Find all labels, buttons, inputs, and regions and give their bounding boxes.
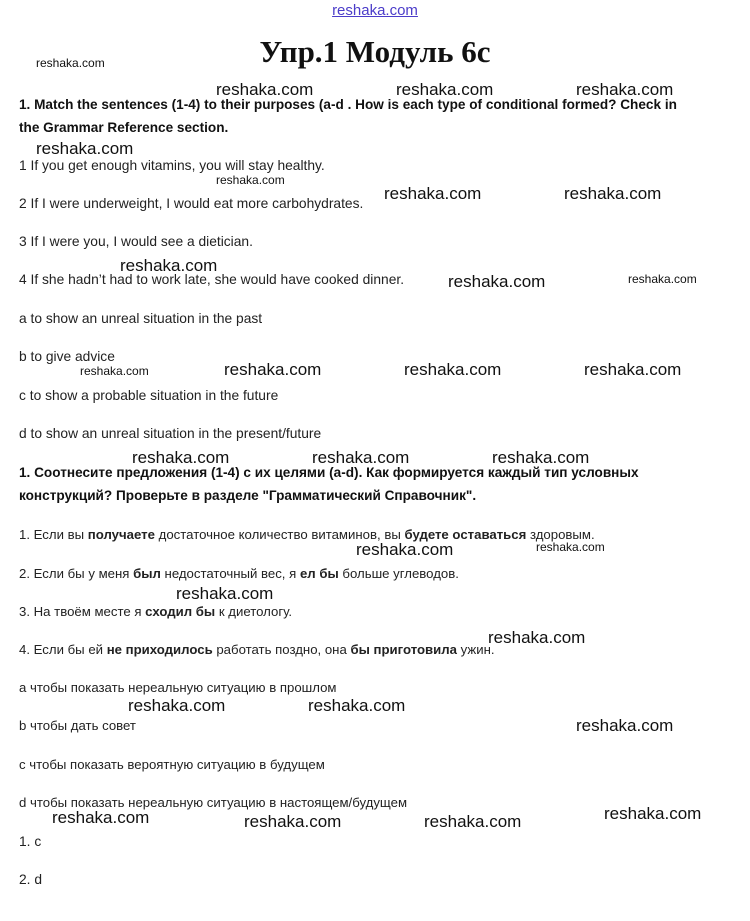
watermark: reshaka.com [216, 80, 314, 99]
watermark: reshaka.com [564, 184, 662, 203]
watermark: reshaka.com [576, 716, 674, 735]
english-purpose-c: c to show a probable situation in the future [19, 388, 279, 403]
watermark: reshaka.com [244, 812, 342, 831]
watermark: reshaka.com [52, 808, 150, 827]
russian-sentence-4: 4. Если бы ей не приходилось работать поздно, она бы приготовила ужин. [19, 642, 495, 657]
answer-1: 1. с [19, 834, 42, 849]
english-task-heading: 1. Match the sentences (1-4) to their purposes (a-d . How is each type of conditional formed? Check in [19, 97, 677, 112]
watermark: reshaka.com [128, 696, 226, 715]
russian-purpose-c: c чтобы показать вероятную ситуацию в будущем [19, 757, 325, 772]
watermark: reshaka.com [216, 173, 285, 187]
answer-2: 2. d [19, 872, 43, 887]
russian-purpose-a: a чтобы показать нереальную ситуацию в прошлом [19, 680, 337, 695]
watermark: reshaka.com [404, 360, 502, 379]
russian-sentence-3: 3. На твоём месте я сходил бы к диетологу. [19, 604, 293, 619]
english-sentence-2: 2 If I were underweight, I would eat more carbohydrates. [19, 196, 364, 211]
watermark: reshaka.com [628, 272, 697, 286]
watermark: reshaka.com [492, 448, 590, 467]
watermark: reshaka.com [356, 540, 454, 559]
english-purpose-b: b to give advice [19, 349, 115, 364]
english-sentence-3: 3 If I were you, I would see a dietician. [19, 234, 253, 249]
watermark: reshaka.com [120, 256, 218, 275]
english-task-heading-cont: the Grammar Reference section. [19, 120, 229, 135]
english-sentence-4: 4 If she hadn’t had to work late, she would have cooked dinner. [19, 272, 405, 287]
russian-purpose-b: b чтобы дать совет [19, 718, 136, 733]
russian-task-heading: 1. Соотнесите предложения (1-4) с их целями (a-d). Как формируется каждый тип условных [19, 465, 639, 480]
page-title: Упр.1 Модуль 6с [259, 34, 491, 69]
watermark: reshaka.com [312, 448, 410, 467]
watermark: reshaka.com [132, 448, 230, 467]
watermark: reshaka.com [176, 584, 274, 603]
watermark: reshaka.com [36, 56, 105, 70]
english-sentence-1: 1 If you get enough vitamins, you will stay healthy. [19, 158, 325, 173]
watermark: reshaka.com [36, 139, 134, 158]
watermark: reshaka.com [384, 184, 482, 203]
english-purpose-a: a to show an unreal situation in the past [19, 311, 263, 326]
watermark: reshaka.com [604, 804, 702, 823]
watermark: reshaka.com [424, 812, 522, 831]
watermark: reshaka.com [536, 540, 605, 554]
watermark: reshaka.com [584, 360, 682, 379]
watermark: reshaka.com [224, 360, 322, 379]
english-purpose-d: d to show an unreal situation in the present/future [19, 426, 322, 441]
watermark: reshaka.com [448, 272, 546, 291]
watermark: reshaka.com [308, 696, 406, 715]
watermark: reshaka.com [488, 628, 586, 647]
watermark: reshaka.com [396, 80, 494, 99]
russian-purpose-d: d чтобы показать нереальную ситуацию в настоящем/будущем [19, 795, 408, 810]
site-link[interactable]: reshaka.com [332, 2, 418, 19]
russian-sentence-2: 2. Если бы у меня был недостаточный вес, я ел бы больше углеводов. [19, 566, 459, 581]
russian-sentence-1: 1. Если вы получаете достаточное количество витаминов, вы будете оставаться здоровым. [19, 527, 595, 542]
watermark: reshaka.com [80, 364, 149, 378]
russian-task-heading-cont: конструкций? Проверьте в разделе "Грамматический Справочник". [19, 488, 477, 503]
watermark: reshaka.com [576, 80, 674, 99]
